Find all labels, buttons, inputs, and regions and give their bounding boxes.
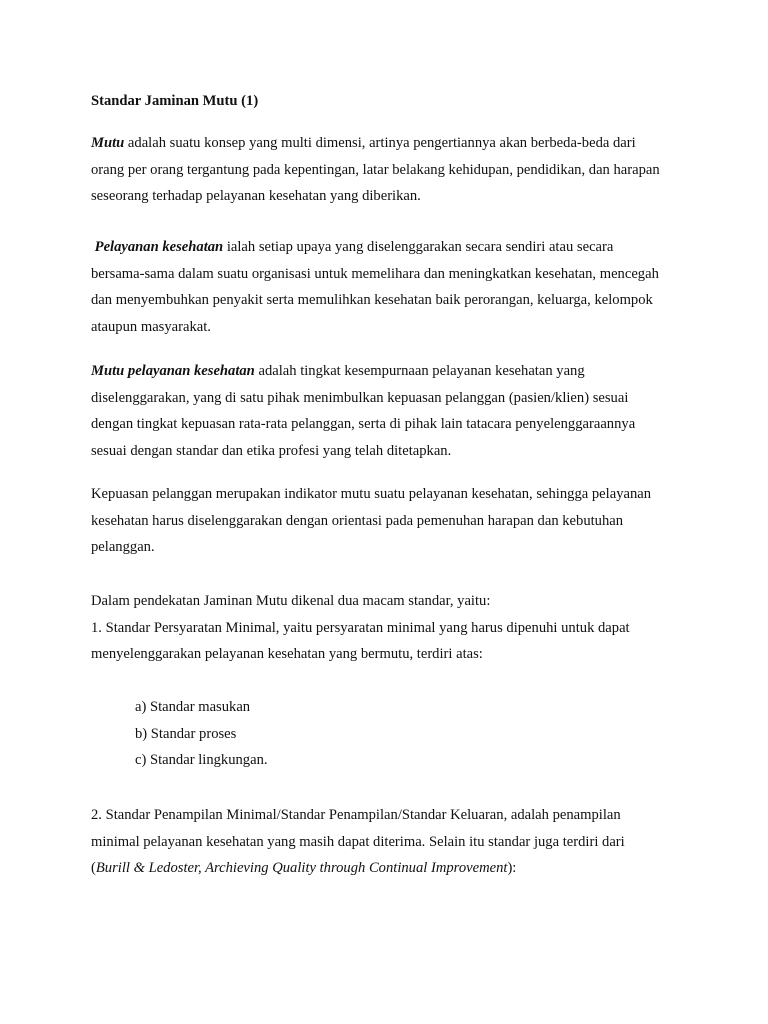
paragraph-text: bersama-sama dalam suatu organisasi untuk memelihara dan meningkatkan kesehatan, mencegah: [91, 265, 659, 282]
paragraph-text: 1. Standar Persyaratan Minimal, yaitu persyaratan minimal yang harus dipenuhi untuk dapat: [91, 619, 630, 636]
paragraph-text: menyelenggarakan pelayanan kesehatan yang bermutu, terdiri atas:: [91, 646, 483, 662]
standard-list: [91, 694, 735, 774]
list-item: a) Standar masukan: [135, 699, 251, 715]
term-mutu-pelayanan-kesehatan: Mutu pelayanan kesehatan: [91, 363, 255, 379]
list-item: b) Standar proses: [135, 725, 237, 742]
paragraph-mutu: [91, 130, 691, 210]
paragraph-text: adalah tingkat kesempurnaan pelayanan kesehatan yang: [254, 363, 585, 379]
term-mutu: Mutu: [91, 135, 125, 151]
paragraph-text: ataupun masyarakat.: [91, 318, 211, 335]
paren-open: (: [91, 860, 96, 876]
paragraph-mutu-pelayanan: [91, 358, 691, 464]
paragraph-text: adalah suatu konsep yang multi dimensi, artinya pengertiannya akan berbeda-beda dari: [124, 135, 636, 151]
paragraph-text: minimal pelayanan kesehatan yang masih dapat diterima. Selain itu standar juga terdiri dari: [91, 833, 625, 850]
paragraph-text: dan menyembuhkan penyakit serta memulihkan kesehatan baik perorangan, keluarga, kelompok: [91, 292, 653, 308]
paragraph-text: ialah setiap upaya yang diselenggarakan secara sendiri atau secara: [223, 239, 614, 255]
citation: Burill & Ledoster, Archieving Quality through Continual Improvement: [95, 860, 508, 876]
paragraph-text: 2. Standar Penampilan Minimal/Standar Penampilan/Standar Keluaran, adalah penampilan: [91, 807, 621, 823]
paragraph-standar-penampilan: [91, 802, 691, 882]
paragraph-text: seseorang terhadap pelayanan kesehatan yang diberikan.: [91, 188, 421, 204]
paragraph-text: kesehatan harus diselenggarakan dengan orientasi pada pemenuhan harapan dan kebutuhan: [91, 512, 624, 529]
paragraph-text: diselenggarakan, yang di satu pihak menimbulkan kepuasan pelanggan (pasien/klien) sesuai: [91, 389, 629, 406]
paragraph-text: Kepuasan pelanggan merupakan indikator mutu suatu pelayanan kesehatan, sehingga pelayanan: [91, 486, 652, 502]
paren-close: ):: [507, 860, 517, 876]
paragraph-text: pelanggan.: [91, 539, 155, 555]
paragraph-kepuasan: [91, 481, 691, 561]
paragraph-dua-standar: [91, 588, 691, 668]
paragraph-text: orang per orang tergantung pada kepentingan, latar belakang kehidupan, pendidikan, dan harapan: [91, 161, 660, 178]
paragraph-text: sesuai dengan standar dan etika profesi yang telah ditetapkan.: [91, 442, 452, 459]
paragraph-text: Dalam pendekatan Jaminan Mutu dikenal dua macam standar, yaitu:: [91, 593, 491, 609]
paragraph-text: dengan tingkat kepuasan rata-rata pelanggan, serta di pihak lain tatacara penyelenggaraannya: [91, 416, 636, 432]
paragraph-pelayanan-kesehatan: [91, 234, 691, 340]
document-title: Standar Jaminan Mutu (1): [91, 93, 259, 109]
list-item: c) Standar lingkungan.: [135, 752, 268, 768]
term-pelayanan-kesehatan: Pelayanan kesehatan: [94, 239, 224, 255]
